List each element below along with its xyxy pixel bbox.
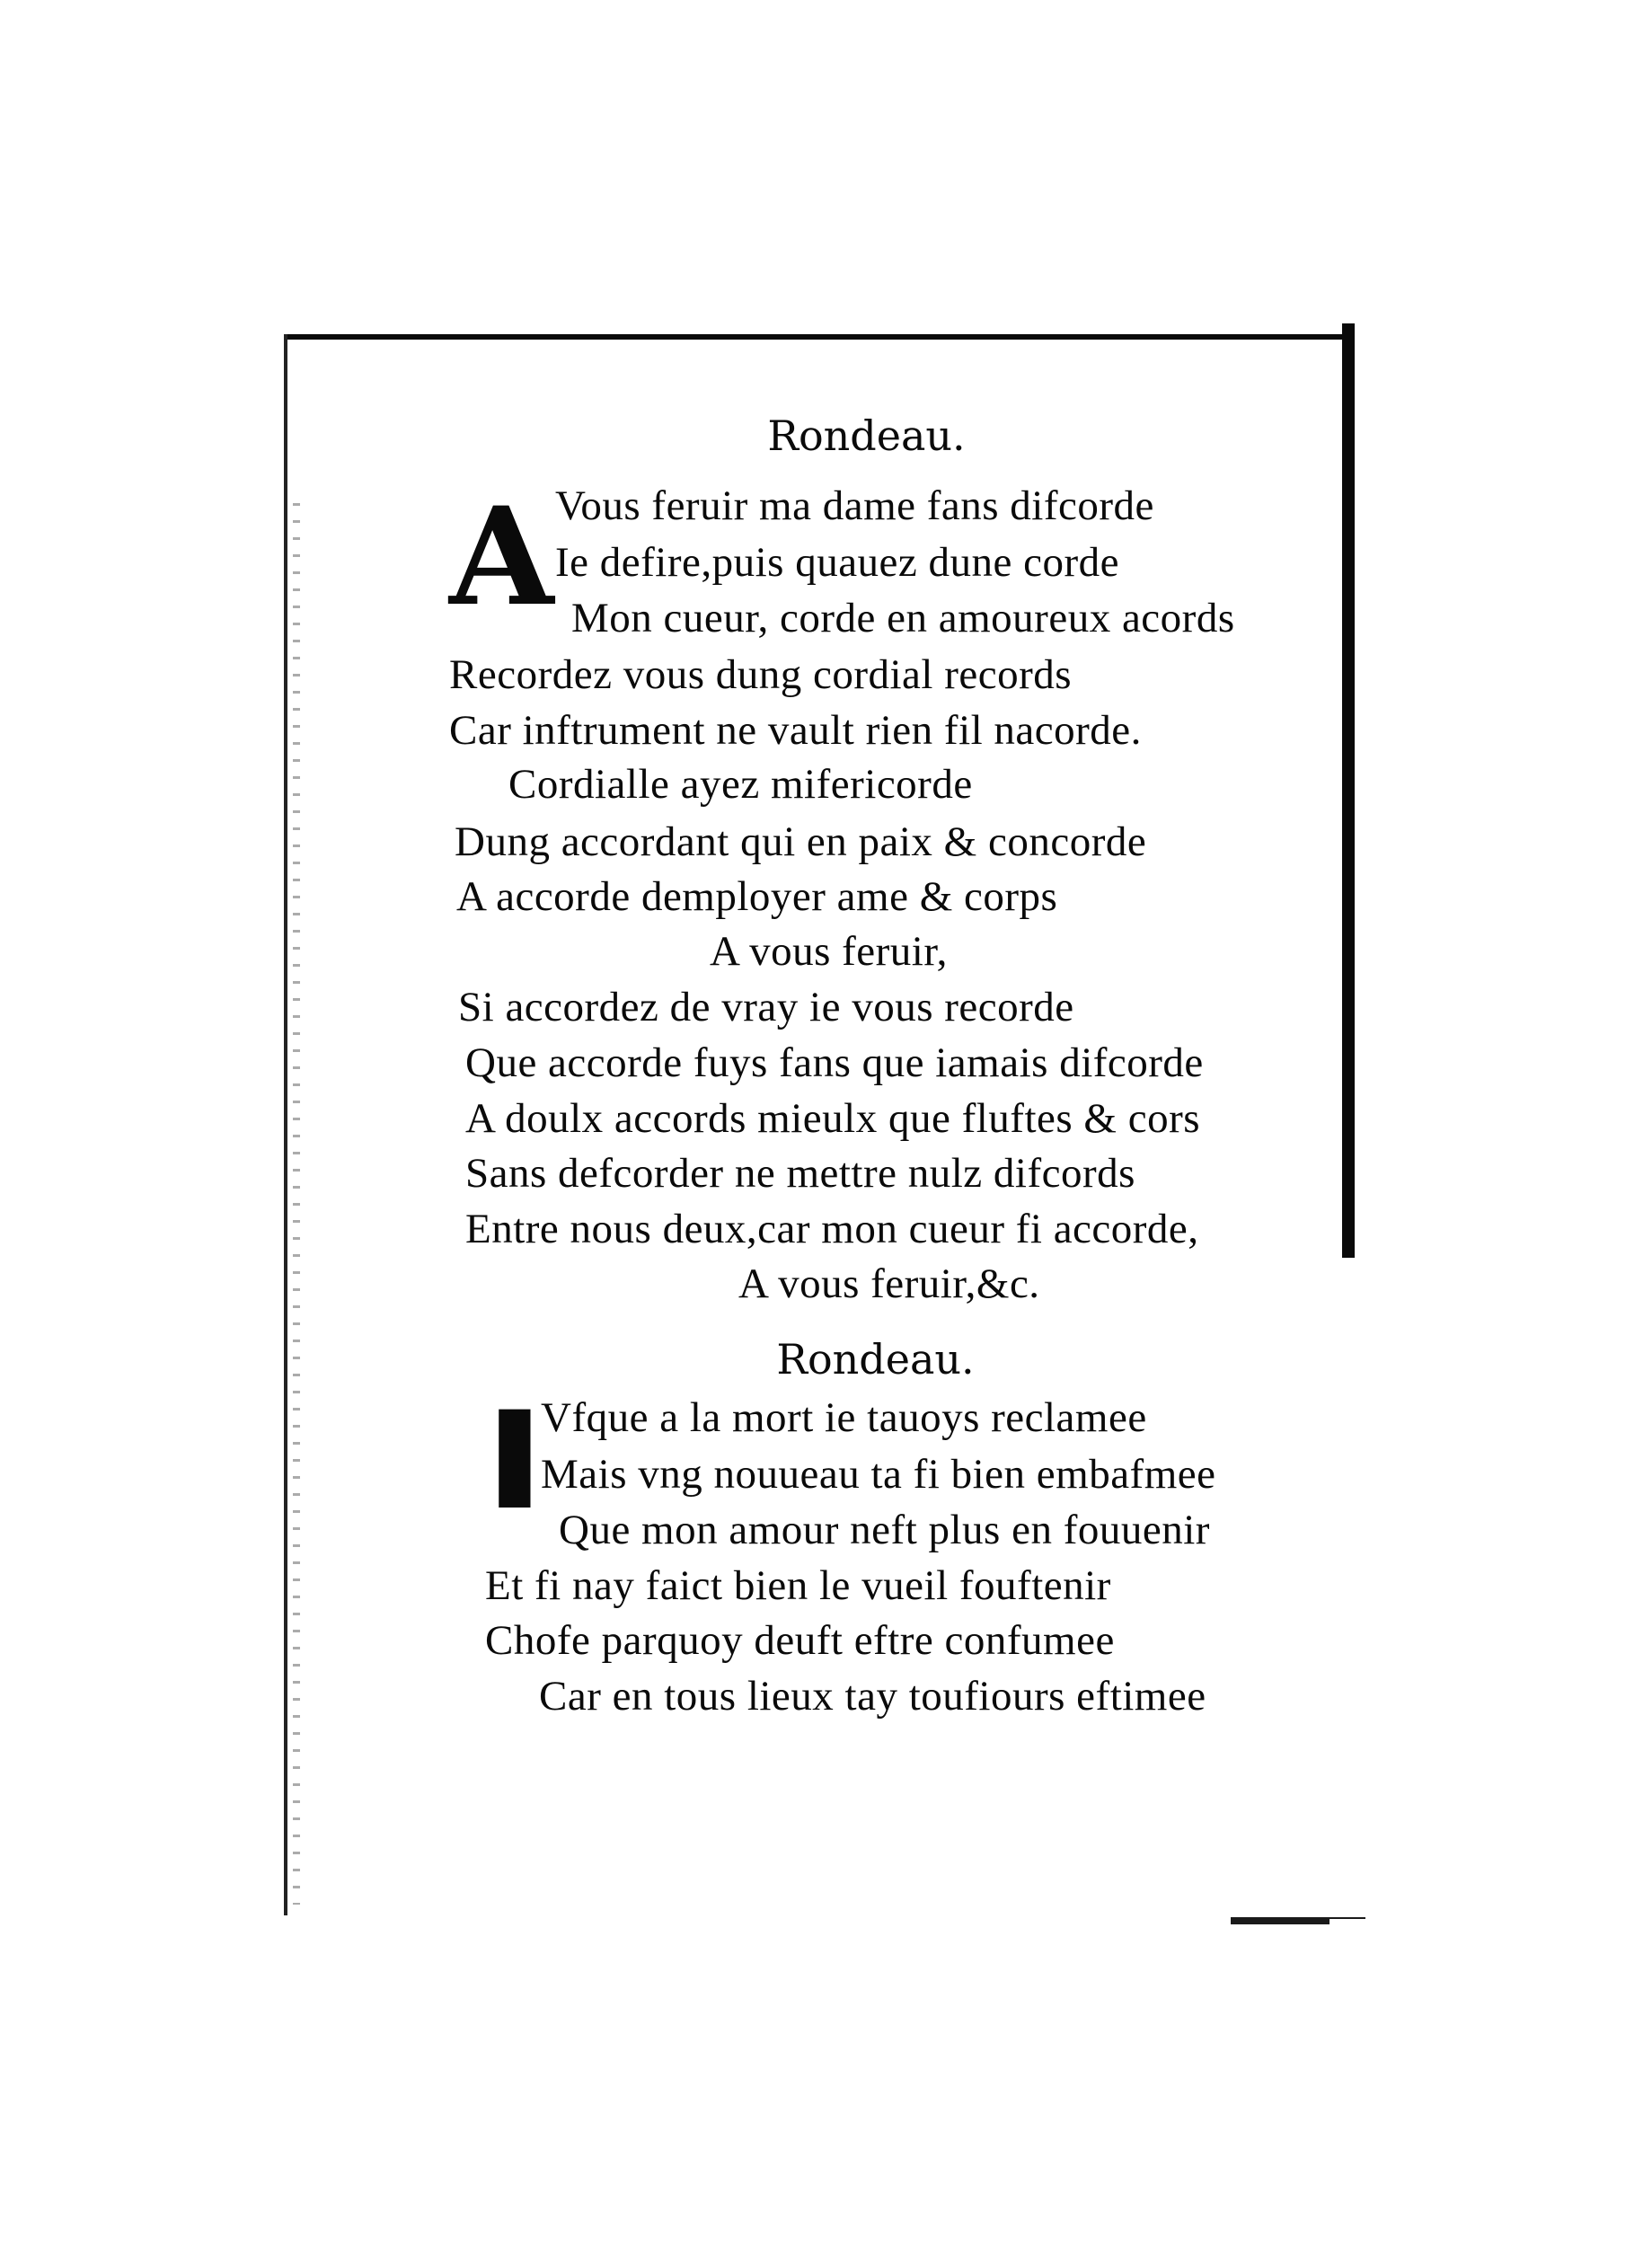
verse-line: Et fi nay faict bien le vueil fouftenir — [485, 1562, 1111, 1609]
verse-line: Que accorde fuys fans que iamais difcorde — [465, 1039, 1204, 1086]
verse-line: A vous feruir, — [710, 928, 948, 975]
verse-line: Si accordez de vray ie vous recorde — [458, 984, 1074, 1030]
verse-line: Mon cueur, corde en amoureux acords — [571, 595, 1235, 641]
rondeau-1-drop-cap: A — [449, 478, 554, 636]
verse-line: Sans defcorder ne mettre nulz difcords — [465, 1150, 1135, 1197]
verse-line: Entre nous deux,car mon cueur fi accorde, — [465, 1206, 1199, 1252]
verse-line: Car inftrument ne vault rien fil nacorde. — [449, 707, 1142, 754]
verse-line: A vous feruir,&c. — [738, 1260, 1040, 1307]
verse-line: Chofe parquoy deuft eftre confumee — [485, 1617, 1115, 1664]
verse-line: A doulx accords mieulx que fluftes & cors — [465, 1095, 1201, 1142]
verse-line: Vous feruir ma dame fans difcorde — [555, 482, 1154, 529]
verse-line: Recordez vous dung cordial records — [449, 651, 1073, 698]
verse-line: Dung accordant qui en paix & concorde — [455, 818, 1147, 865]
verse-line: A accorde demployer ame & corps — [456, 873, 1058, 920]
verse-line: Que mon amour neft plus en fouuenir — [559, 1507, 1210, 1553]
rondeau-2-heading: Rondeau. — [776, 1335, 975, 1384]
rondeau-1-heading: Rondeau. — [767, 411, 966, 460]
verse-line: Ie defire,puis quauez dune corde — [555, 539, 1120, 586]
verse-line: Vfque a la mort ie tauoys reclamee — [541, 1394, 1147, 1441]
verse-line: Cordialle ayez mifericorde — [508, 761, 973, 808]
verse-line: Mais vng nouueau ta fi bien embafmee — [541, 1451, 1216, 1498]
rondeau-2-drop-cap: I — [483, 1384, 546, 1540]
verse-line: Car en tous lieux tay toufiours eftimee — [539, 1673, 1206, 1720]
